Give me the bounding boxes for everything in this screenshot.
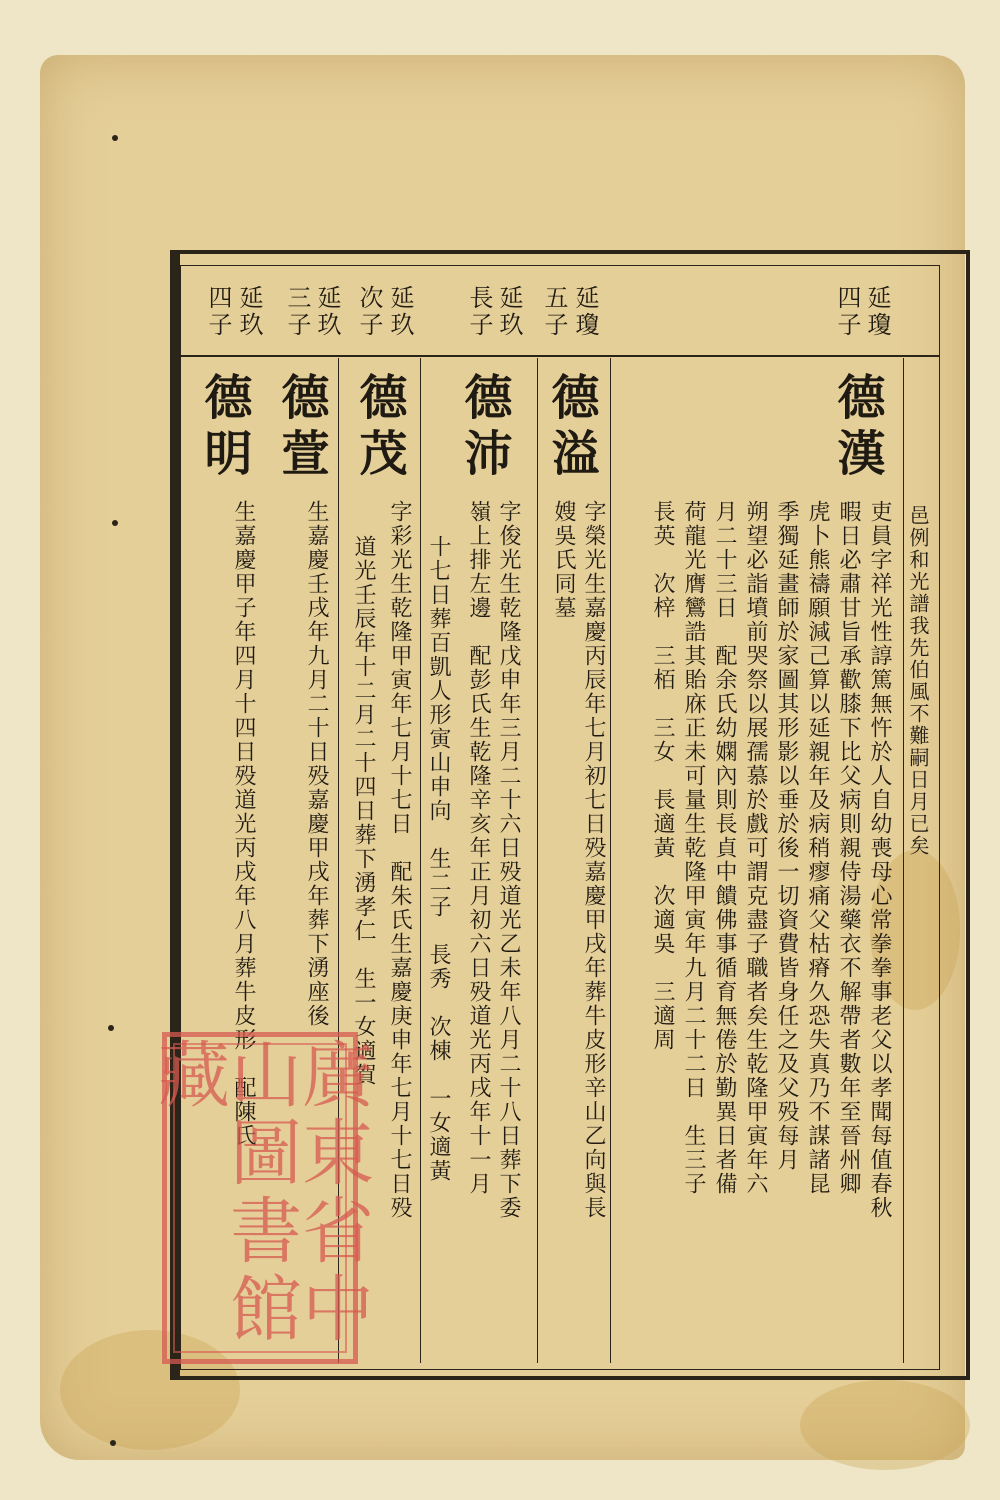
header-band-rule [180, 355, 940, 357]
lineage-note: 長子 [465, 285, 493, 339]
biography-line: 生嘉慶甲子年四月十四日殁道光丙戌年八月葬牛皮形 配陳氏 [231, 500, 256, 1148]
lineage-note: 延瓊 [863, 285, 891, 339]
lineage-note: 次子 [355, 285, 383, 339]
lineage-note: 四子 [204, 285, 232, 339]
column-rule [537, 358, 538, 1363]
biography-line: 字榮光生嘉慶丙辰年七月初七日殁嘉慶甲戌年葬牛皮形辛山乙向與長 [581, 500, 606, 1220]
library-seal-stamp [146, 1032, 374, 1364]
biography-line: 邑例和光譜我先伯風不難嗣日月已矣 [906, 505, 930, 857]
biography-line: 朔望必詣墳前哭祭以展孺慕於戲可謂克盡子職者矣生乾隆甲寅年六 [743, 500, 768, 1196]
binding-hole [112, 135, 118, 141]
biography-line: 月二十三日 配余氏幼嫻內則長貞中饋佛事循育無倦於勤異日者備 [712, 500, 737, 1196]
biography-line: 字彩光生乾隆甲寅年七月十七日 配朱氏生嘉慶庚申年七月十七日殁 [387, 500, 412, 1220]
lineage-note: 延玖 [386, 285, 414, 339]
biography-line: 道光壬辰年十二月二十四日葬下湧孝仁 生一女適賀 [351, 535, 376, 1087]
biography-line: 吏員字祥光性諄篤無忤於人自幼喪母心常拳拳事老父以孝聞每值春秋 [867, 500, 892, 1220]
biography-line: 暇日必肅甘旨承歡膝下比父病則親侍湯藥衣不解帶者數年至晉州卿 [836, 500, 861, 1196]
lineage-note: 延玖 [235, 285, 263, 339]
seal-text: 廣東省中山圖書館藏 [146, 1037, 374, 1349]
lineage-note: 三子 [283, 285, 311, 339]
biography-line: 生嘉慶壬戌年九月二十日殁嘉慶甲戌年葬下湧座後 [304, 500, 329, 1028]
person-name: 德茂 [351, 372, 407, 484]
water-stain [800, 1380, 970, 1470]
lineage-note: 延玖 [495, 285, 523, 339]
lineage-note: 延瓊 [571, 285, 599, 339]
binding-hole [112, 520, 118, 526]
person-name: 德明 [196, 372, 252, 484]
lineage-note: 五子 [540, 285, 568, 339]
biography-line: 虎卜熊禱願減己算以延親年及病稍瘳痛父枯瘠久恐失真乃不謀諸昆 [805, 500, 830, 1196]
person-name: 德漢 [829, 372, 885, 484]
biography-line: 長英 次梓 三栢 三女 長適黃 次適吳 三適周 [650, 500, 675, 1052]
biography-line: 十七日葬百凱人形寅山申向 生二子 長秀 次棟 一女適黃 [426, 535, 451, 1183]
biography-line: 荷龍光膺鸞誥其貽庥正未可量生乾隆甲寅年九月二十二日 生三子 [681, 500, 706, 1196]
person-name: 德溢 [543, 372, 599, 484]
person-name: 德萱 [273, 372, 329, 484]
column-rule [420, 358, 421, 1363]
biography-line: 字俊光生乾隆戊申年三月二十六日殁道光乙未年八月二十八日葬下委 [496, 500, 521, 1220]
person-name: 德沛 [456, 372, 512, 484]
biography-line: 季獨延畫師於家圖其形影以垂於後一切資費皆身任之及父殁每月 [774, 500, 799, 1172]
binding-hole [108, 1025, 114, 1031]
column-rule [610, 358, 611, 1363]
lineage-note: 四子 [833, 285, 861, 339]
binding-hole [110, 1440, 116, 1446]
biography-line: 嫂吳氏同墓 [551, 500, 576, 620]
biography-line: 嶺上排左邊 配彭氏生乾隆辛亥年正月初六日殁道光丙戌年十一月 [466, 500, 491, 1196]
lineage-note: 延玖 [313, 285, 341, 339]
column-rule [903, 358, 904, 1363]
